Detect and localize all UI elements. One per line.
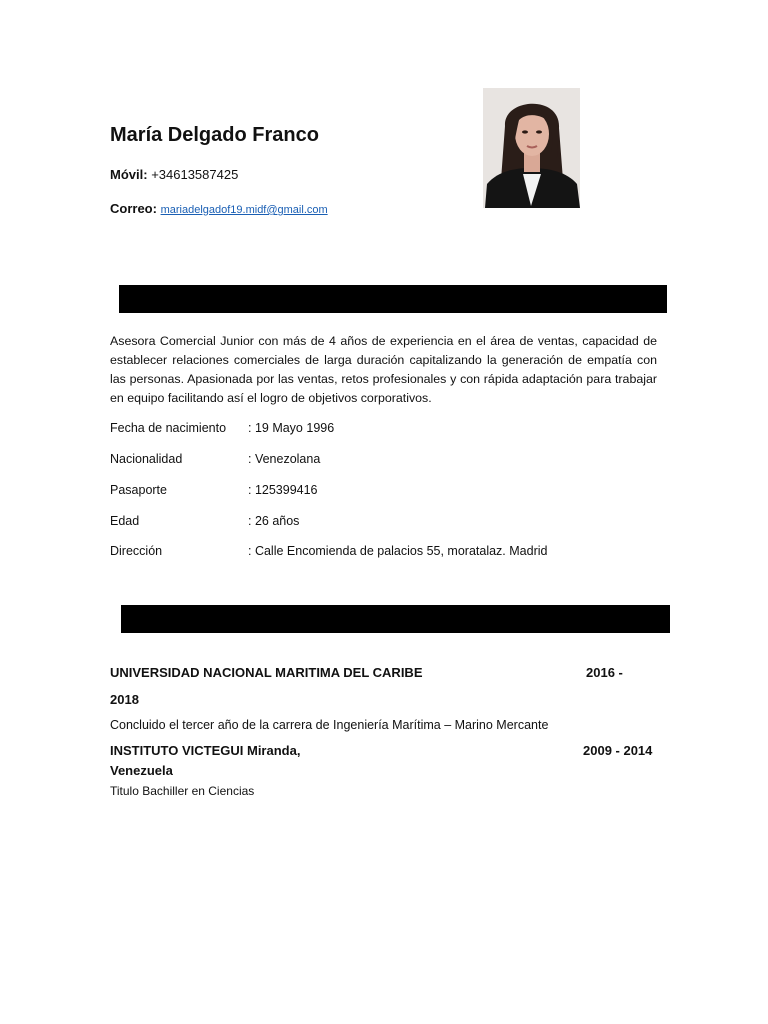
detail-value-birthdate: : 19 Mayo 1996 bbox=[248, 421, 335, 435]
phone-label: Móvil: bbox=[110, 167, 148, 182]
detail-label-nationality: Nacionalidad bbox=[110, 452, 183, 466]
email-link[interactable]: mariadelgadof19.midf@gmail.com bbox=[160, 204, 328, 216]
education-years-start-1: 2016 - bbox=[586, 665, 623, 680]
detail-label-age: Edad bbox=[110, 514, 140, 528]
education-years-2: 2009 - 2014 bbox=[583, 743, 653, 758]
detail-label-birthdate: Fecha de nacimiento bbox=[110, 421, 227, 435]
email-line bbox=[110, 201, 328, 216]
detail-label-passport: Pasaporte bbox=[110, 483, 167, 497]
email-label: Correo: bbox=[110, 201, 157, 216]
education-institution-1: UNIVERSIDAD NACIONAL MARITIMA DEL CARIBE bbox=[110, 665, 423, 680]
portrait-illustration bbox=[483, 88, 580, 208]
education-institution-2-line2: Venezuela bbox=[110, 763, 173, 778]
section-bar-education bbox=[121, 605, 670, 633]
detail-label-address: Dirección bbox=[110, 544, 163, 558]
section-bar-profile bbox=[119, 285, 667, 313]
profile-summary: Asesora Comercial Junior con más de 4 años de experiencia en el área de ventas, capacidad de establecer relaciones comerciales de larga duración capitalizando la generación de empatía con las personas. Apasionada por las ventas, retos profesionales y con rápida adaptación para trabajar en equipo facilitando así el logro de objetivos corporativos. bbox=[110, 334, 657, 405]
detail-value-nationality: : Venezolana bbox=[248, 452, 321, 466]
detail-value-passport: : 125399416 bbox=[248, 483, 318, 497]
profile-photo bbox=[483, 88, 580, 208]
education-institution-2: INSTITUTO VICTEGUI Miranda, bbox=[110, 743, 301, 758]
phone-line bbox=[110, 167, 238, 182]
education-years-end-1: 2018 bbox=[110, 692, 139, 707]
detail-value-age: : 26 años bbox=[248, 514, 300, 528]
education-description-1: Concluido el tercer año de la carrera de Ingeniería Marítima – Marino Mercante bbox=[110, 718, 549, 732]
detail-value-address: : Calle Encomienda de palacios 55, moratalaz. Madrid bbox=[248, 544, 548, 558]
education-description-2: Titulo Bachiller en Ciencias bbox=[110, 784, 255, 798]
candidate-name: María Delgado Franco bbox=[110, 124, 319, 146]
phone-value: +34613587425 bbox=[151, 167, 239, 182]
